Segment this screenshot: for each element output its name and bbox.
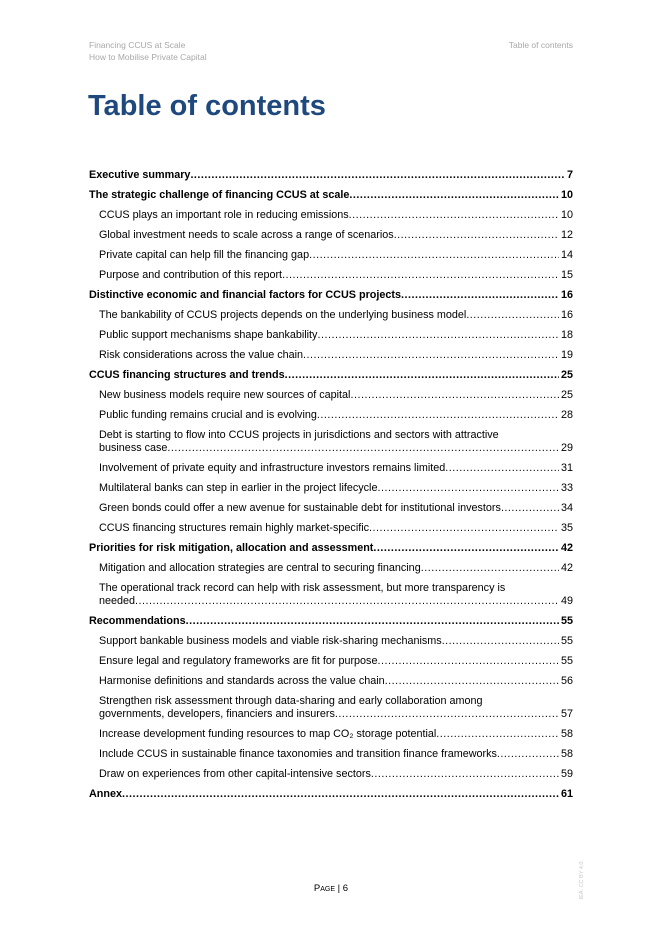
- toc-page-number: 16: [560, 309, 573, 321]
- toc-page-number: 12: [560, 229, 573, 241]
- toc-page-number: 18: [560, 329, 573, 341]
- toc-entry-title: Distinctive economic and financial factors for CCUS projects: [89, 289, 401, 301]
- toc-subsection-entry[interactable]: [89, 309, 573, 322]
- toc-dot-leader: [373, 542, 559, 555]
- toc-dot-leader: [282, 269, 559, 282]
- toc-subsection-entry[interactable]: [89, 389, 573, 402]
- toc-dot-leader: [190, 169, 565, 182]
- toc-dot-leader: [394, 229, 559, 242]
- toc-section-entry[interactable]: [89, 788, 573, 801]
- toc-page-number: 19: [560, 349, 573, 361]
- toc-page-number: 55: [560, 615, 573, 627]
- toc-page-number: 34: [560, 502, 573, 514]
- toc-entry-title-line: Strengthen risk assessment through data-sharing and early collaboration among: [99, 695, 483, 707]
- toc-page-number: 7: [566, 169, 573, 181]
- toc-entry-title: New business models require new sources of capital: [99, 389, 351, 401]
- toc-section-entry[interactable]: [89, 289, 573, 302]
- toc-dot-leader: [369, 522, 559, 535]
- toc-entry-title: Private capital can help fill the financing gap: [99, 249, 310, 261]
- toc-subsection-entry[interactable]: [89, 655, 573, 668]
- footer-separator: |: [335, 883, 343, 894]
- toc-section-entry[interactable]: [89, 615, 573, 628]
- toc-page-number: 29: [560, 442, 573, 454]
- toc-page-number: 49: [560, 595, 573, 607]
- toc-page-number: 16: [560, 289, 573, 301]
- toc-subsection-entry[interactable]: [89, 269, 573, 282]
- header-report-title: Financing CCUS at Scale: [89, 40, 186, 50]
- toc-subsection-entry[interactable]: [89, 695, 573, 721]
- toc-subsection-entry[interactable]: [89, 502, 573, 515]
- toc-entry-title-line: The operational track record can help with risk assessment, but more transparency is: [99, 582, 506, 594]
- toc-page-number: 42: [560, 542, 573, 554]
- toc-subsection-entry[interactable]: [89, 582, 573, 608]
- toc-entry-title: The bankability of CCUS projects depends on the underlying business model: [99, 309, 467, 321]
- toc-page-number: 31: [560, 462, 573, 474]
- toc-subsection-entry[interactable]: [89, 522, 573, 535]
- toc-entry-title: Harmonise definitions and standards across the value chain: [99, 675, 385, 687]
- toc-page-number: 28: [560, 409, 573, 421]
- toc-page-number: 15: [560, 269, 573, 281]
- toc-dot-leader: [501, 502, 559, 515]
- toc-page-number: 58: [560, 748, 573, 760]
- toc-subsection-entry[interactable]: [89, 329, 573, 342]
- footer-page-label: Page: [313, 883, 336, 894]
- toc-dot-leader: [377, 655, 559, 668]
- toc-subsection-entry[interactable]: [89, 748, 573, 761]
- toc-entry-title: Purpose and contribution of this report: [99, 269, 283, 281]
- toc-entry-title: Global investment needs to scale across a range of scenarios: [99, 229, 394, 241]
- toc-dot-leader: [377, 482, 559, 495]
- toc-entry-title: Priorities for risk mitigation, allocation and assessment: [89, 542, 374, 554]
- toc-dot-leader: [349, 189, 559, 202]
- toc-section-entry[interactable]: [89, 542, 573, 555]
- toc-subsection-entry[interactable]: [89, 229, 573, 242]
- toc-entry-title: Risk considerations across the value chain: [99, 349, 304, 361]
- toc-entry-title: Increase development funding resources to map CO₂ storage potential: [99, 728, 437, 740]
- toc-entry-title: Green bonds could offer a new avenue for sustainable debt for institutional investors: [99, 502, 501, 514]
- toc-dot-leader: [385, 675, 559, 688]
- toc-entry-title: Ensure legal and regulatory frameworks are fit for purpose: [99, 655, 378, 667]
- toc-dot-leader: [350, 389, 559, 402]
- toc-section-entry[interactable]: [89, 189, 573, 202]
- toc-page-number: 35: [560, 522, 573, 534]
- toc-section-entry[interactable]: [89, 169, 573, 182]
- toc-entry-title: Mitigation and allocation strategies are central to securing financing: [99, 562, 421, 574]
- toc-entry-title: Involvement of private equity and infrastructure investors remains limited: [99, 462, 446, 474]
- toc-page-number: 57: [560, 708, 573, 720]
- toc-page-number: 61: [560, 788, 573, 800]
- toc-dot-leader: [135, 595, 559, 608]
- toc-subsection-entry[interactable]: [89, 249, 573, 262]
- toc-entry-title: CCUS financing structures and trends: [89, 369, 285, 381]
- toc-entry-title: Executive summary: [89, 169, 191, 181]
- page-footer: [0, 883, 662, 894]
- toc-page-number: 14: [560, 249, 573, 261]
- toc-entry-title: Recommendations: [89, 615, 186, 627]
- toc-dot-leader: [349, 209, 559, 222]
- toc-dot-leader: [285, 369, 559, 382]
- toc-dot-leader: [466, 309, 559, 322]
- toc-page-number: 55: [560, 635, 573, 647]
- toc-dot-leader: [371, 768, 559, 781]
- toc-subsection-entry[interactable]: [89, 349, 573, 362]
- toc-dot-leader: [317, 329, 559, 342]
- toc-subsection-entry[interactable]: [89, 409, 573, 422]
- toc-dot-leader: [122, 788, 559, 801]
- toc-entry-title: governments, developers, financiers and insurers: [99, 708, 335, 720]
- page-title: Table of contents: [88, 90, 326, 122]
- toc-subsection-entry[interactable]: [89, 482, 573, 495]
- toc-page-number: 10: [560, 189, 573, 201]
- toc-entry-title: Include CCUS in sustainable finance taxonomies and transition finance frameworks: [99, 748, 497, 760]
- toc-entry-title: Annex: [89, 788, 122, 800]
- toc-subsection-entry[interactable]: [89, 635, 573, 648]
- toc-dot-leader: [309, 249, 559, 262]
- toc-entry-title: needed: [99, 595, 136, 607]
- toc-dot-leader: [445, 462, 559, 475]
- toc-dot-leader: [442, 635, 559, 648]
- toc-page-number: 42: [560, 562, 573, 574]
- toc-dot-leader: [186, 615, 559, 628]
- toc-section-entry[interactable]: [89, 369, 573, 382]
- toc-entry-title: CCUS plays an important role in reducing emissions: [99, 209, 349, 221]
- toc-entry-title: The strategic challenge of financing CCUS at scale: [89, 189, 350, 201]
- toc-page-number: 25: [560, 389, 573, 401]
- toc-subsection-entry[interactable]: [89, 728, 573, 741]
- toc-entry-title: Public funding remains crucial and is evolving: [99, 409, 317, 421]
- toc-dot-leader: [167, 442, 559, 455]
- toc-subsection-entry[interactable]: [89, 768, 573, 781]
- toc-entry-title-line: Debt is starting to flow into CCUS projects in jurisdictions and sectors with attractive: [99, 429, 499, 441]
- toc-subsection-entry[interactable]: [89, 562, 573, 575]
- toc-dot-leader: [497, 748, 559, 761]
- toc-page-number: 58: [560, 728, 573, 740]
- toc-subsection-entry[interactable]: [89, 209, 573, 222]
- toc-page-number: 55: [560, 655, 573, 667]
- toc-dot-leader: [436, 728, 559, 741]
- footer-page-number: 6: [342, 883, 349, 894]
- toc-entry-title: Multilateral banks can step in earlier in the project lifecycle: [99, 482, 378, 494]
- toc-dot-leader: [303, 349, 559, 362]
- toc-subsection-entry[interactable]: [89, 675, 573, 688]
- toc-dot-leader: [401, 289, 559, 302]
- header-report-subtitle: How to Mobilise Private Capital: [89, 52, 207, 62]
- toc-dot-leader: [421, 562, 559, 575]
- license-note: IEA. CC BY 4.0.: [579, 860, 585, 900]
- toc-dot-leader: [317, 409, 559, 422]
- toc-dot-leader: [335, 708, 559, 721]
- toc-entry-title: business case: [99, 442, 168, 454]
- toc-page-number: 10: [560, 209, 573, 221]
- toc-page-number: 33: [560, 482, 573, 494]
- table-of-contents: [89, 169, 573, 808]
- running-header-left: [89, 39, 207, 63]
- toc-subsection-entry[interactable]: [89, 462, 573, 475]
- toc-page-number: 59: [560, 768, 573, 780]
- toc-subsection-entry[interactable]: [89, 429, 573, 455]
- running-header-section: Table of contents: [508, 40, 573, 50]
- toc-page-number: 25: [560, 369, 573, 381]
- toc-entry-title: Draw on experiences from other capital-intensive sectors: [99, 768, 371, 780]
- toc-page-number: 56: [560, 675, 573, 687]
- toc-entry-title: CCUS financing structures remain highly market-specific: [99, 522, 370, 534]
- toc-entry-title: Public support mechanisms shape bankability: [99, 329, 318, 341]
- toc-entry-title: Support bankable business models and viable risk-sharing mechanisms: [99, 635, 442, 647]
